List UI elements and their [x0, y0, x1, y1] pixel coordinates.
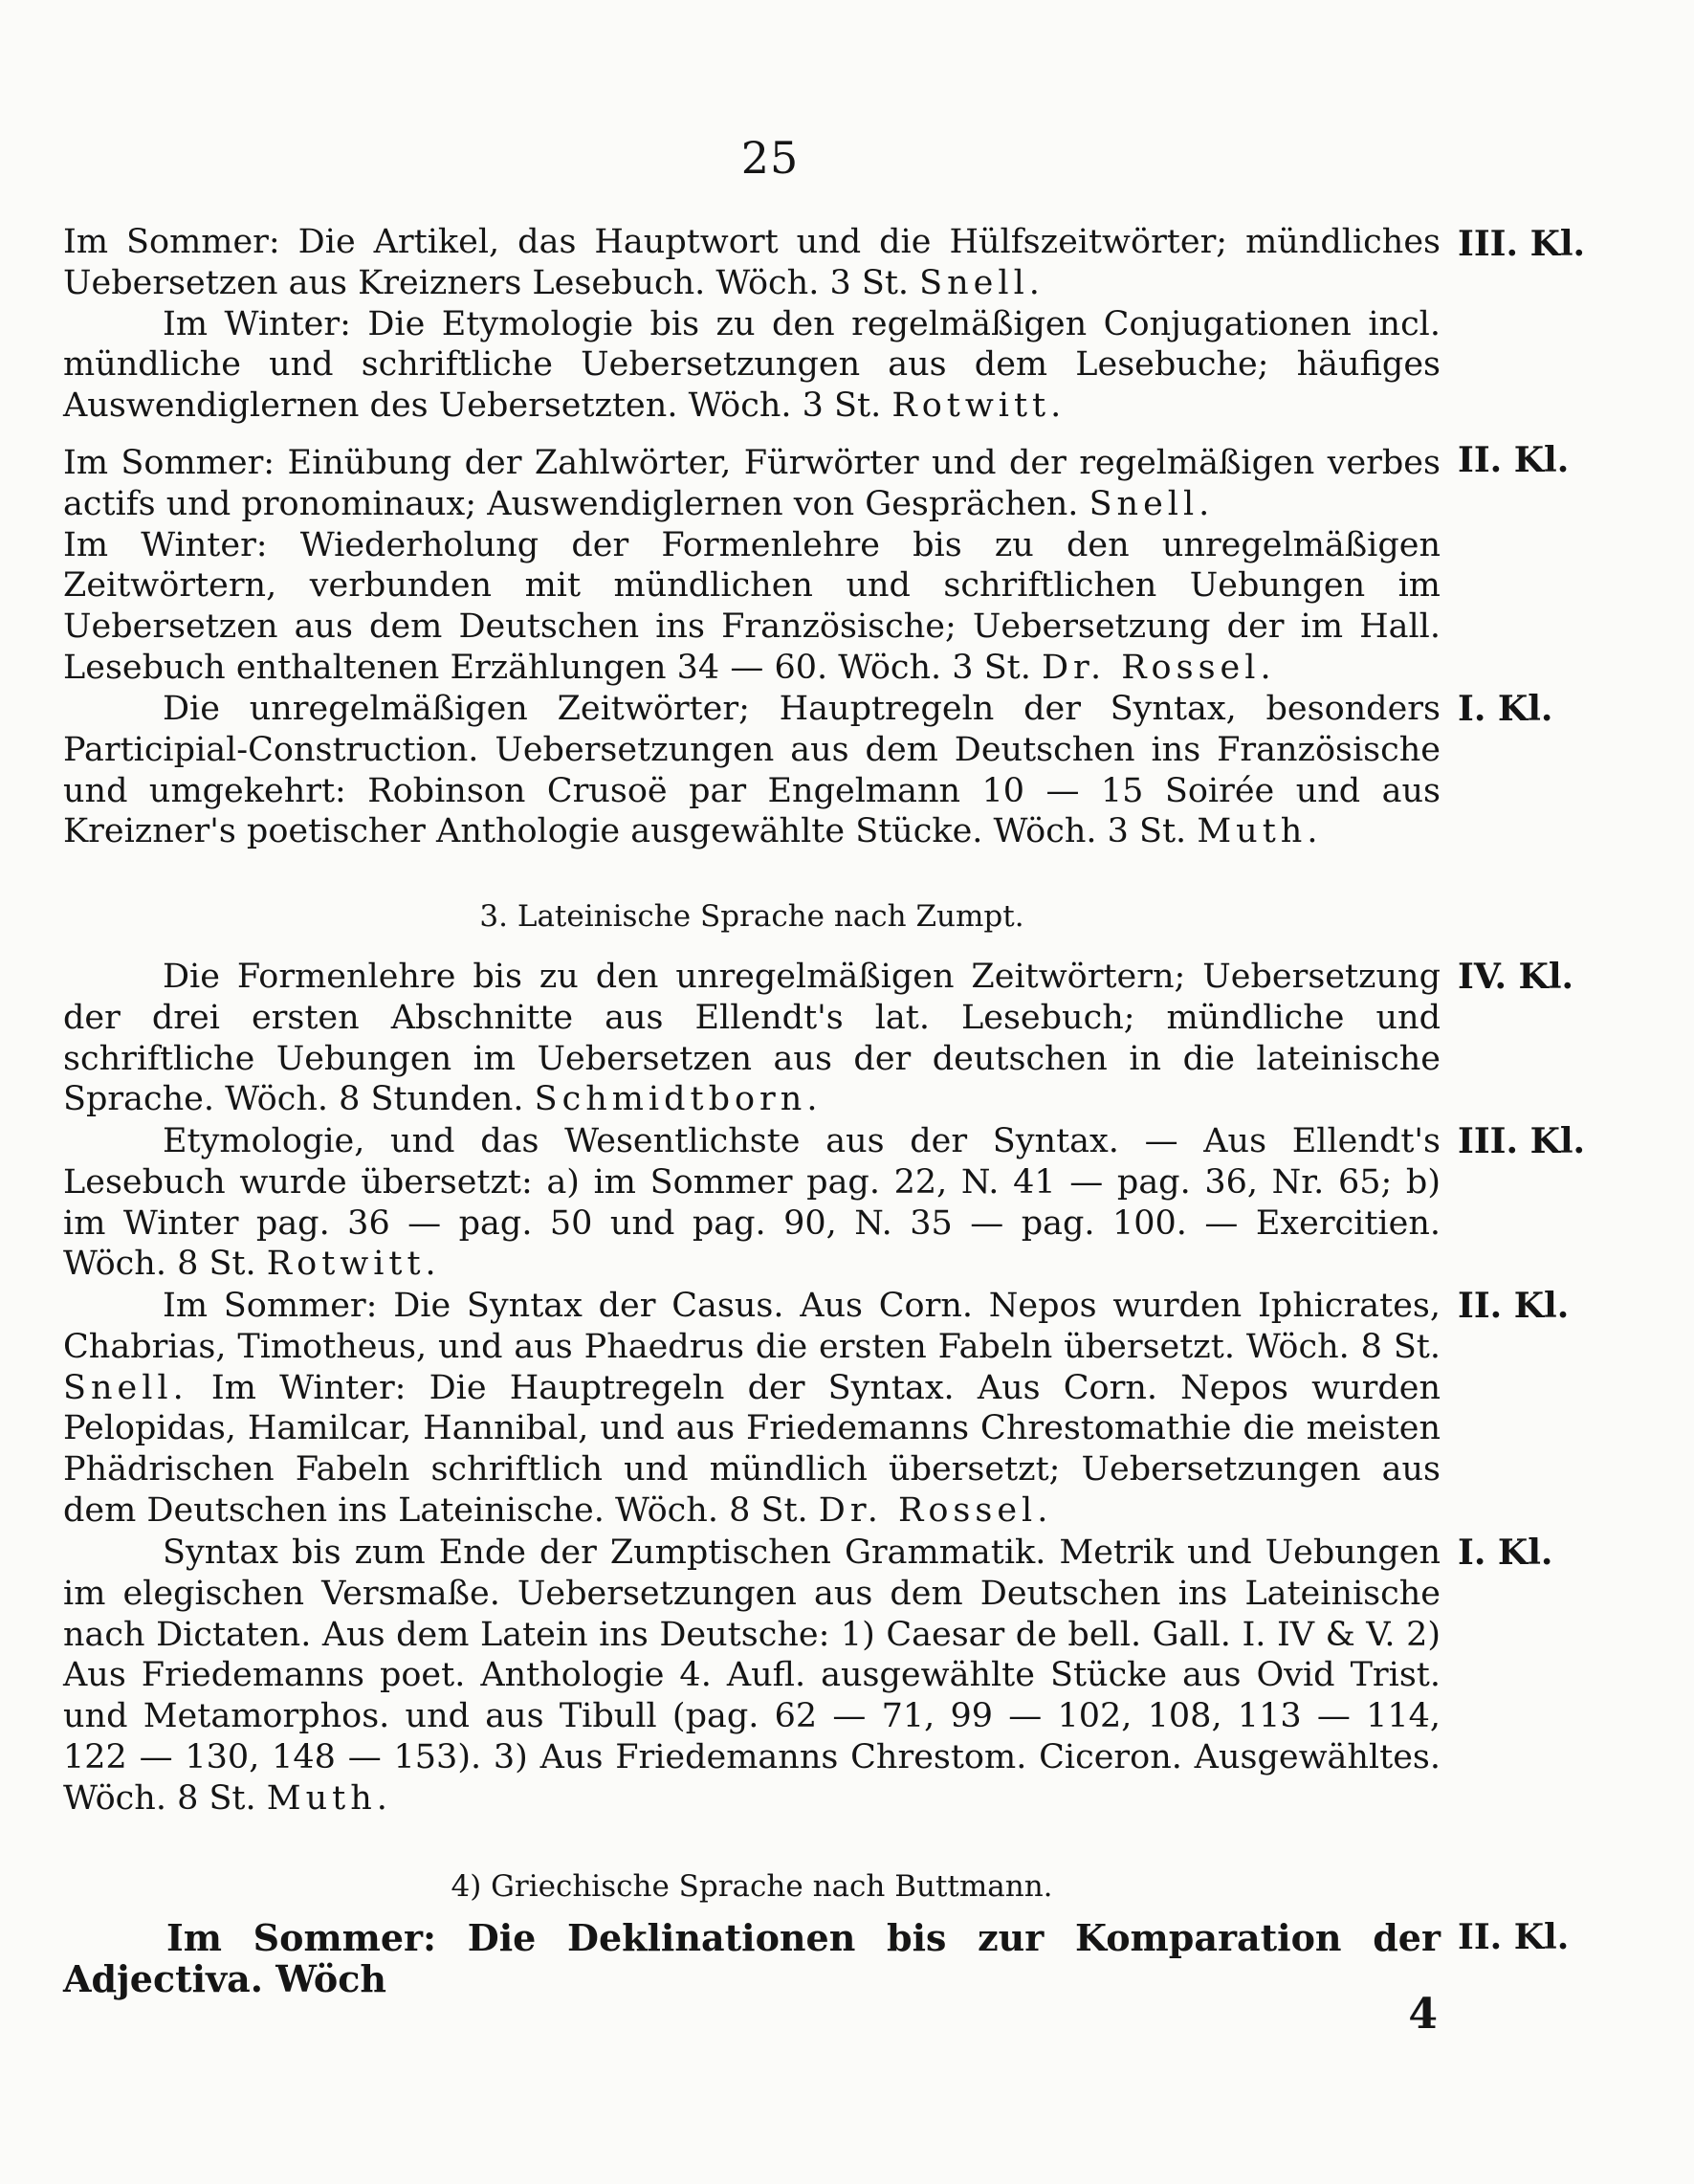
class-label: I. Kl.: [1458, 1533, 1553, 1573]
teacher-name: Dr. Rossel.: [818, 1490, 1053, 1530]
course-text: Die unregelmäßigen Zeitwörter; Hauptregeln der Syntax, besonders Participial-Construction. Uebersetzungen aus dem Deutschen ins Französische und umgekehrt: Robinson Crusoë par Engelmann 10 — 15 Soirée und aus Kreizner's poetischer Anthologie ausgewählte Stücke. Wöch. 3 St.: [63, 690, 1441, 851]
section-heading: 4) Griechische Sprache nach Buttmann.: [451, 1869, 1053, 1904]
course-text: Im Sommer: Die Artikel, das Hauptwort und die Hülfszeitwörter; mündliches Uebersetzen aus Kreizners Lesebuch. Wöch. 3 St.: [63, 223, 1441, 302]
class-label: III. Kl.: [1458, 1121, 1586, 1161]
course-block: [63, 222, 1441, 427]
course-text: Im Sommer: Einübung der Zahlwörter, Fürwörter und der regelmäßigen verbes actifs und pronominaux; Auswendiglernen von Gesprächen.: [63, 444, 1441, 523]
teacher-name: Schmidtborn.: [534, 1080, 823, 1119]
course-text: Syntax bis zum Ende der Zumptischen Grammatik. Metrik und Uebungen im elegischen Versmaße. Uebersetzungen aus dem Deutschen ins Lateinische nach Dictaten. Aus dem Latein ins Deutsche: 1) Caesar de bell. Gall. I. IV & V. 2) Aus Friedemanns poet. Anthologie 4. Aufl. ausgewählte Stücke aus Ovid Trist. und Metamorphos. und aus Tibull (pag. 62 — 71, 99 — 102, 108, 113 — 114, 122 — 130, 148 — 153). 3) Aus Friedemanns Chrestom. Ciceron. Ausgewähltes. Wöch. 8 St.: [63, 1533, 1441, 1818]
teacher-name: Snell.: [63, 1368, 188, 1407]
teacher-name: Muth.: [1197, 812, 1323, 851]
teacher-name: Rotwitt.: [891, 386, 1067, 426]
course-block: [63, 957, 1441, 1120]
teacher-name: Muth.: [266, 1778, 392, 1818]
class-label: II. Kl.: [1458, 1917, 1570, 1957]
course-text: Im Sommer: Die Syntax der Casus. Aus Corn. Nepos wurden Iphicrates, Chabrias, Timotheus, und aus Phaedrus die ersten Fabeln übersetzt. Wöch. 8 St.: [63, 1287, 1441, 1366]
course-block: [63, 1533, 1441, 1820]
course-text: Etymologie, und das Wesentlichste aus der Syntax. — Aus Ellendt's Lesebuch wurde übersetzt: a) im Sommer pag. 22, N. 41 — pag. 36, Nr. 65; b) im Winter pag. 36 — pag. 50 und pag. 90, N. 35 — pag. 100. — Exercitien. Wöch. 8 St.: [63, 1122, 1441, 1284]
course-block: [63, 1121, 1441, 1285]
teacher-name: Snell.: [1089, 484, 1215, 523]
teacher-name: Dr. Rossel.: [1042, 648, 1276, 687]
class-label: I. Kl.: [1458, 689, 1553, 729]
course-text: Im Winter: Die Hauptregeln der Syntax. Aus Corn. Nepos wurden Pelopidas, Hamilcar, Hannibal, und aus Friedemanns Chrestomathie die meisten Phädrischen Fabeln schriftlich und mündlich übersetzt; Uebersetzungen aus dem Deutschen ins Lateinische. Wöch. 8 St.: [63, 1368, 1441, 1530]
course-text: Im Winter: Die Etymologie bis zu den regelmäßigen Conjugationen incl. mündliche und schriftliche Uebersetzungen aus dem Lesebuche; häufiges Auswendiglernen des Uebersetzten. Wöch. 3 St.: [63, 304, 1441, 426]
teacher-name: Snell.: [919, 263, 1045, 302]
course-text: Im Sommer: Die Deklinationen bis zur Komparation der Adjectiva. Wöch: [63, 1916, 1441, 2000]
signature-mark: 4: [1408, 1990, 1438, 2039]
course-text: Die Formenlehre bis zu den unregelmäßigen Zeitwörtern; Uebersetzung der drei ersten Abschnitte aus Ellendt's lat. Lesebuch; mündliche und schriftliche Uebungen im Uebersetzen aus der deutschen in die lateinische Sprache. Wöch. 8 Stunden.: [63, 958, 1441, 1119]
course-block: [63, 1918, 1441, 2000]
teacher-name: Rotwitt.: [266, 1245, 441, 1284]
class-label: II. Kl.: [1458, 440, 1570, 480]
section-heading: 3. Lateinische Sprache nach Zumpt.: [479, 899, 1024, 934]
course-block: [63, 1286, 1441, 1532]
class-label: IV. Kl.: [1458, 957, 1574, 997]
class-label: III. Kl.: [1458, 224, 1586, 264]
course-block: [63, 443, 1441, 689]
course-text: Im Winter: Wiederholung der Formenlehre bis zu den unregelmäßigen Zeitwörtern, verbunden mit mündlichen und schriftlichen Uebungen im Uebersetzen aus dem Deutschen ins Französische; Uebersetzung der im Hall. Lesebuch enthaltenen Erzählungen 34 — 60. Wöch. 3 St.: [63, 525, 1441, 687]
class-label: II. Kl.: [1458, 1286, 1570, 1326]
course-block: [63, 689, 1441, 852]
page-number: 25: [740, 132, 800, 184]
